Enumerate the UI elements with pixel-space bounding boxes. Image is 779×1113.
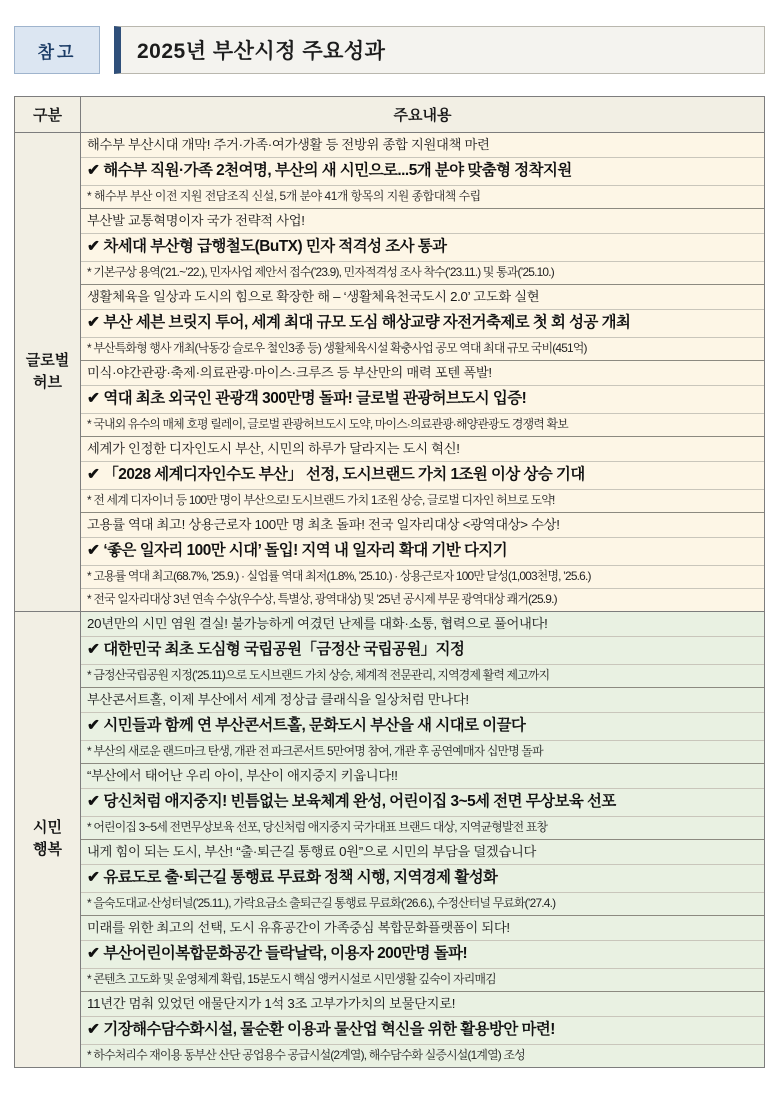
block-main-text: 해수부 직원·가족 2천여명, 부산의 새 시민으로...5개 분야 맞춤형 정착지원 xyxy=(103,162,572,180)
block-main xyxy=(81,789,764,817)
block-note: * 하수처리수 재이용 동부산 산단 공업용수 공급시설(2계열), 해수담수화 실증시설(1계열) 조성 xyxy=(81,1044,764,1067)
list-item xyxy=(81,763,764,788)
block-note: * 부산의 새로운 랜드마크 탄생, 개관 전 파크콘서트 5만여명 참여, 개관 후 공연예매자 십만명 돌파 xyxy=(81,740,764,763)
block-note: * 기본구상 용역(’21.~’22.), 민자사업 제안서 접수(’23.9), 민자적격성 조사 착수(’23.11.) 및 통과(’25.10.) xyxy=(81,261,764,284)
block-lead: 내게 힘이 되는 도시, 부산! “출·퇴근길 통행료 0원”으로 시민의 부담을 덜겠습니다 xyxy=(81,839,764,864)
list-item xyxy=(81,309,764,337)
block-lead: 생활체육을 일상과 도시의 힘으로 확장한 해 – ‘생활체육천국도시 2.0’ 고도화 실현 xyxy=(81,284,764,309)
group-label-line2: 행복 xyxy=(33,841,62,859)
table-header-row xyxy=(15,97,765,133)
list-item xyxy=(81,864,764,892)
block-lead: 세계가 인정한 디자인도시 부산, 시민의 하루가 달라지는 도시 혁신! xyxy=(81,436,764,461)
check-icon: ✔ xyxy=(87,162,100,180)
block-lead: 20년만의 시민 염원 결실! 불가능하게 여겼던 난제를 대화·소통, 협력으로 풀어내다! xyxy=(81,612,764,637)
block-note: * 고용률 역대 최고(68.7%, ’25.9.) · 실업률 역대 최저(1.8%, ’25.10.) · 상용근로자 100만 달성(1,003천명, ’25.6.) xyxy=(81,565,764,588)
list-item xyxy=(81,588,764,611)
list-item xyxy=(81,537,764,565)
list-item xyxy=(81,185,764,208)
global-hub-blocks xyxy=(81,133,764,611)
block-lead: 부산콘서트홀, 이제 부산에서 세계 정상급 클래식을 일상처럼 만나다! xyxy=(81,688,764,713)
block-lead: 미래를 위한 최고의 선택, 도시 유휴공간이 가족중심 복합문화플랫폼이 되다! xyxy=(81,915,764,940)
group-label-citizen-happiness xyxy=(15,612,81,1068)
list-item xyxy=(81,489,764,512)
list-item xyxy=(81,839,764,864)
check-icon: ✔ xyxy=(87,793,100,810)
list-item xyxy=(81,261,764,284)
list-item xyxy=(81,968,764,991)
block-main-text: 기장해수담수화시설, 물순환 이용과 물산업 혁신을 위한 활용방안 마련! xyxy=(103,1020,555,1038)
block-lead: 해수부 부산시대 개막! 주거·가족·여가생활 등 전방위 종합 지원대책 마련 xyxy=(81,133,764,158)
block-main-text: ‘좋은 일자리 100만 시대’ 돌입! 지역 내 일자리 확대 기반 다지기 xyxy=(103,541,508,559)
achievements-table xyxy=(14,96,765,1068)
block-main xyxy=(81,940,764,968)
list-item xyxy=(81,385,764,413)
list-item xyxy=(81,940,764,968)
reference-badge: 참고 xyxy=(14,26,100,74)
block-main xyxy=(81,637,764,665)
block-lead: 고용률 역대 최고! 상용근로자 100만 명 최초 돌파! 전국 일자리대상 <광역대상> 수상! xyxy=(81,512,764,537)
block-main-text: 차세대 부산형 급행철도(BuTX) 민자 적격성 조사 통과 xyxy=(103,237,447,255)
block-lead: “부산에서 태어난 우리 아이, 부산이 애지중지 키웁니다!! xyxy=(81,763,764,788)
list-item xyxy=(81,133,764,158)
group-content-citizen-happiness xyxy=(81,612,765,1068)
group-label-line2: 허브 xyxy=(33,374,62,392)
block-main xyxy=(81,309,764,337)
citizen-happiness-blocks xyxy=(81,612,764,1067)
list-item xyxy=(81,461,764,489)
list-item xyxy=(81,360,764,385)
list-item xyxy=(81,158,764,186)
block-note: * 콘텐츠 고도화 및 운영체계 확립, 15분도시 핵심 앵커시설로 시민생활 깊숙이 자리매김 xyxy=(81,968,764,991)
block-note: * 전 세계 디자이너 등 100만 명이 부산으로! 도시브랜드 가치 1조원 상승, 글로벌 디자인 허브로 도약! xyxy=(81,489,764,512)
list-item xyxy=(81,512,764,537)
list-item xyxy=(81,740,764,763)
block-main-text: 시민들과 함께 연 부산콘서트홀, 문화도시 부산을 새 시대로 이끌다 xyxy=(103,717,526,735)
block-main-text: 「2028 세계디자인수도 부산」 선정, 도시브랜드 가치 1조원 이상 상승 기대 xyxy=(103,465,585,483)
block-main xyxy=(81,158,764,186)
check-icon: ✔ xyxy=(87,641,100,659)
table-row xyxy=(15,133,765,612)
group-content-global-hub xyxy=(81,133,765,612)
list-item xyxy=(81,1044,764,1067)
check-icon: ✔ xyxy=(87,313,100,331)
list-item xyxy=(81,816,764,839)
block-note: * 해수부 부산 이전 지원 전담조직 신설, 5개 분야 41개 항목의 지원 종합대책 수립 xyxy=(81,185,764,208)
block-main xyxy=(81,864,764,892)
list-item xyxy=(81,208,764,233)
block-main-text: 역대 최초 외국인 관광객 300만명 돌파! 글로벌 관광허브도시 입증! xyxy=(103,389,527,407)
block-note: * 금정산국립공원 지정(’25.11)으로 도시브랜드 가치 상승, 체계적 전문관리, 지역경제 활력 제고까지 xyxy=(81,664,764,687)
column-header-content: 주요내용 xyxy=(81,97,765,133)
block-main-text: 부산 세븐 브릿지 투어, 세계 최대 규모 도심 해상교량 자전거축제로 첫 회 성공 개최 xyxy=(103,313,631,331)
check-icon: ✔ xyxy=(87,465,100,483)
block-lead: 11년간 멈춰 있었던 애물단지가 1석 3조 고부가가치의 보물단지로! xyxy=(81,991,764,1016)
block-lead: 부산발 교통혁명이자 국가 전략적 사업! xyxy=(81,208,764,233)
list-item xyxy=(81,436,764,461)
block-main xyxy=(81,461,764,489)
block-main-text: 유료도로 출·퇴근길 통행료 무료화 정책 시행, 지역경제 활성화 xyxy=(103,868,498,886)
check-icon: ✔ xyxy=(87,717,100,735)
list-item xyxy=(81,789,764,817)
group-label-line1: 시민 xyxy=(33,818,62,836)
list-item xyxy=(81,1016,764,1044)
check-icon: ✔ xyxy=(87,541,100,559)
list-item xyxy=(81,664,764,687)
group-label-line1: 글로벌 xyxy=(25,351,70,369)
block-note: * 국내외 유수의 매체 호평 릴레이, 글로벌 관광허브도시 도약, 마이스·의료관광·해양관광도 경쟁력 확보 xyxy=(81,413,764,436)
block-main xyxy=(81,385,764,413)
column-header-category: 구분 xyxy=(15,97,81,133)
block-main-text: 당신처럼 애지중지! 빈틈없는 보육체계 완성, 어린이집 3~5세 전면 무상보육 선포 xyxy=(103,793,616,810)
list-item xyxy=(81,637,764,665)
list-item xyxy=(81,612,764,637)
list-item xyxy=(81,565,764,588)
list-item xyxy=(81,688,764,713)
check-icon: ✔ xyxy=(87,868,100,886)
block-lead: 미식·야간관광·축제·의료관광·마이스·크루즈 등 부산만의 매력 포텐 폭발! xyxy=(81,360,764,385)
block-main xyxy=(81,233,764,261)
block-main-text: 대한민국 최초 도심형 국립공원「금정산 국립공원」지정 xyxy=(103,641,465,659)
list-item xyxy=(81,915,764,940)
check-icon: ✔ xyxy=(87,1020,100,1038)
list-item xyxy=(81,991,764,1016)
block-main xyxy=(81,537,764,565)
block-main xyxy=(81,1016,764,1044)
block-main-text: 부산어린이복합문화공간 들락날락, 이용자 200만명 돌파! xyxy=(103,944,468,962)
list-item xyxy=(81,233,764,261)
list-item xyxy=(81,413,764,436)
check-icon: ✔ xyxy=(87,389,100,407)
block-note: * 부산특화형 행사 개최(낙동강 슬로우 철인3종 등) 생활체육시설 확충사업 공모 역대 최대 규모 국비(451억) xyxy=(81,337,764,360)
block-note: * 을숙도대교·산성터널(’25.11.), 가락요금소 출퇴근길 통행료 무료화(’26.6.), 수정산터널 무료화(’27.4.) xyxy=(81,892,764,915)
page-header xyxy=(14,26,765,74)
list-item xyxy=(81,337,764,360)
table-row xyxy=(15,612,765,1068)
list-item xyxy=(81,284,764,309)
group-label-global-hub xyxy=(15,133,81,612)
list-item xyxy=(81,713,764,741)
check-icon: ✔ xyxy=(87,944,100,962)
check-icon: ✔ xyxy=(87,237,100,255)
block-note-secondary: * 전국 일자리대상 3년 연속 수상(우수상, 특별상, 광역대상) 및 ’25년 공시제 부문 광역대상 쾌거(25.9.) xyxy=(81,588,764,611)
block-note: * 어린이집 3~5세 전면무상보육 선포, 당신처럼 애지중지 국가대표 브랜드 대상, 지역균형발전 표창 xyxy=(81,816,764,839)
block-main xyxy=(81,713,764,741)
list-item xyxy=(81,892,764,915)
page-title: 2025년 부산시정 주요성과 xyxy=(114,26,765,74)
